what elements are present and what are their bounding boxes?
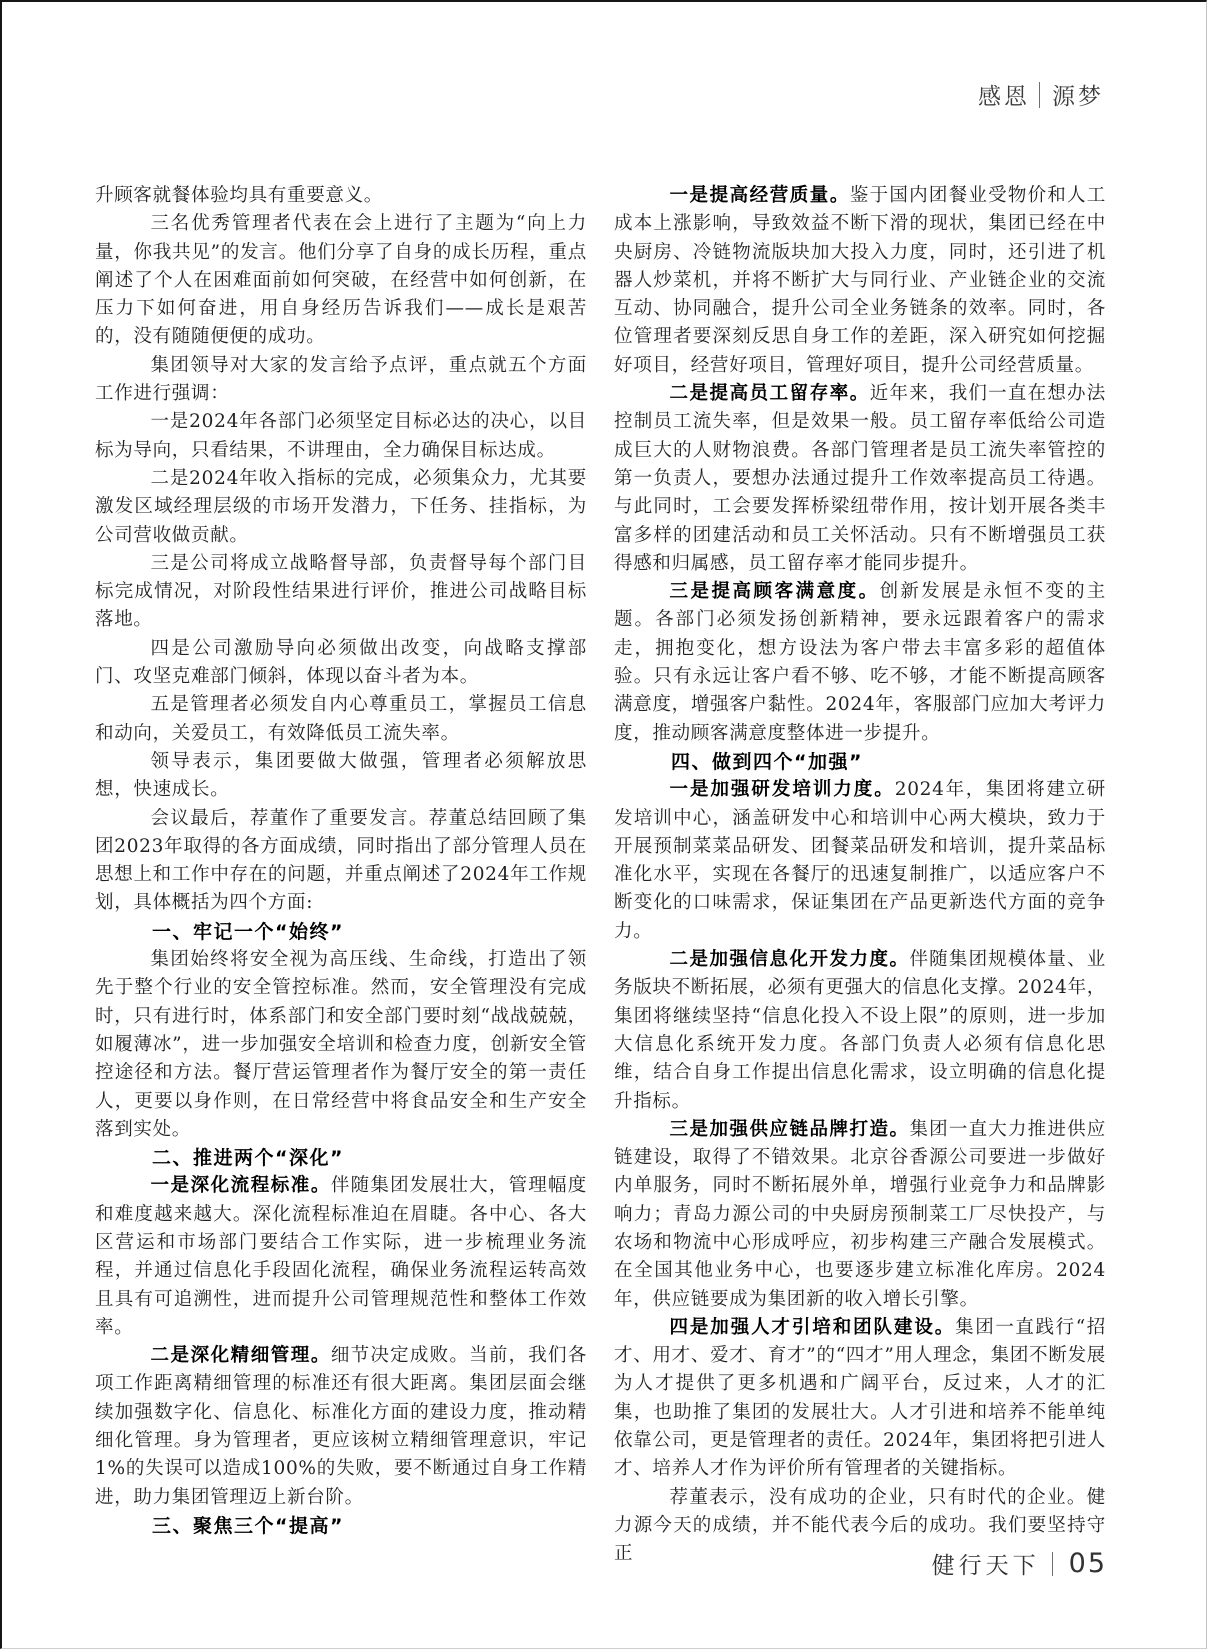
paragraph: 集团领导对大家的发言给予点评，重点就五个方面工作进行强调：: [95, 354, 587, 405]
paragraph-lead: 一是提高经营质量。: [669, 185, 850, 206]
paragraph: 集团始终将安全视为高压线、生命线，打造出了领先于整个行业的安全管控标准。然而，安全管理没有完成时，只有进行时，体系部门和安全部门要时刻“战战兢兢，如履薄冰”，进一步加强安全培训和检查力度，创新安全管控途径和方法。餐厅营运管理者作为餐厅安全的第一责任人，更要以身作则，在日常经营中将食品安全和生产安全落到实处。: [95, 949, 587, 1140]
paragraph: 一是加强研发培训力度。2024年，集团将建立研发培训中心，涵盖研发中心和培训中心两大模块，致力于开展预制菜菜品研发、团餐菜品研发和培训，提升菜品标准化水平，实现在各餐厅的迅速复制推广，以适应客户不断变化的口味需求，保证集团在产品更新迭代方面的竞争力。: [614, 779, 1106, 942]
paragraph: 三名优秀管理者代表在会上进行了主题为“向上力量，你我共见”的发言。他们分享了自身的成长历程，重点阐述了个人在困难面前如何突破，在经营中如何创新，在压力下如何奋进，用自身经历告诉我们——成长是艰苦的，没有随随便便的成功。: [95, 213, 587, 348]
paragraph: 二是加强信息化开发力度。伴随集团规模体量、业务版块不断拓展，必须有更强大的信息化支撑。2024年，集团将继续坚持“信息化投入不设上限”的原则，进一步加大信息化系统开发力度。各部门负责人必须有信息化思维，结合自身工作提出信息化需求，设立明确的信息化提升指标。: [614, 949, 1106, 1112]
left-column: [95, 182, 587, 1540]
section-heading: 一、牢记一个“始终”: [152, 920, 344, 943]
paragraph: 三是公司将成立战略督导部，负责督导每个部门目标完成情况，对阶段性结果进行评价，推进公司战略目标落地。: [95, 552, 587, 631]
paragraph: 二是深化精细管理。细节决定成败。当前，我们各项工作距离精细管理的标准还有很大距离。集团层面会继续加强数字化、信息化、标准化方面的建设力度，推动精细化管理。身为管理者，更应该树立精细管理意识，牢记1%的失误可以造成100%的失败，要不断通过自身工作精进，助力集团管理迈上新台阶。: [95, 1345, 587, 1508]
page-header: [978, 78, 1104, 111]
paragraph: 一是深化流程标准。伴随集团发展壮大，管理幅度和难度越来越大。深化流程标准迫在眉睫。各中心、各大区营运和市场部门要结合工作实际，进一步梳理业务流程，并通过信息化手段固化流程，确保业务流程运转高效且具有可追溯性，进而提升公司管理规范性和整体工作效率。: [95, 1175, 587, 1338]
footer-page-number: 05: [1068, 1548, 1107, 1579]
paragraph: 会议最后，荐董作了重要发言。荐董总结回顾了集团2023年取得的各方面成绩，同时指出了部分管理人员在思想上和工作中存在的问题，并重点阐述了2024年工作规划，具体概括为四个方面:: [95, 807, 587, 914]
paragraph: 五是管理者必须发自内心尊重员工，掌握员工信息和动向，关爱员工，有效降低员工流失率。: [95, 694, 587, 744]
page-footer: [932, 1547, 1107, 1580]
paragraph-lead: 四是加强人才引培和团队建设。: [669, 1316, 956, 1338]
section-heading: 四、做到四个“加强”: [671, 750, 863, 773]
paragraph: 二是2024年收入指标的完成，必须集众力，尤其要激发区域经理层级的市场开发潜力，下任务、挂指标，为公司营收做贡献。: [95, 467, 587, 546]
paragraph-lead: 一是加强研发培训力度。: [669, 779, 895, 801]
paragraph: 二是提高员工留存率。近年来，我们一直在想办法控制员工流失率，但是效果一般。员工留存率低给公司造成巨大的人财物浪费。各部门管理者是员工流失率管控的第一负责人，要想办法通过提升工作效率提高员工待遇。与此同时，工会要发挥桥梁纽带作用，按计划开展各类丰富多样的团建活动和员工关怀活动。只有不断增强员工获得感和归属感，员工留存率才能同步提升。: [614, 383, 1106, 574]
header-label-right: 源梦: [1052, 84, 1104, 110]
paragraph-lead: 二是加强信息化开发力度。: [669, 949, 910, 971]
paragraph: 升顾客就餐体验均具有重要意义。: [95, 185, 384, 206]
paragraph: 三是提高顾客满意度。创新发展是永恒不变的主题。各部门必须发扬创新精神，要永远跟着客户的需求走，拥抱变化，想方设法为客户带去丰富多彩的超值体验。只有永远让客户看不够、吃不够，才能不断提高顾客满意度，增强客户黏性。2024年，客服部门应加大考评力度，推动顾客满意度整体进一步提升。: [614, 581, 1106, 744]
header-label-left: 感恩: [978, 84, 1030, 110]
paragraph: 四是加强人才引培和团队建设。集团一直践行“招才、用才、爱才、育才”的“四才”用人理念，集团不断发展为人才提供了更多机遇和广阔平台，反过来，人才的汇集，也助推了集团的发展壮大。人才引进和培养不能单纯依靠公司，更是管理者的责任。2024年，集团将把引进人才、培养人才作为评价所有管理者的关键指标。: [614, 1316, 1106, 1480]
paragraph-lead: 三是提高顾客满意度。: [669, 581, 880, 603]
section-heading: 二、推进两个“深化”: [152, 1147, 344, 1170]
paragraph: 一是2024年各部门必须坚定目标必达的决心，以目标为导向，只看结果，不讲理由，全力确保目标达成。: [95, 411, 587, 461]
paragraph: 三是加强供应链品牌打造。集团一直大力推进供应链建设，取得了不错效果。北京谷香源公司要进一步做好内单服务，同时不断拓展外单，增强行业竞争力和品牌影响力；青岛力源公司的中央厨房预制菜工厂尽快投产，与农场和物流中心形成呼应，初步构建三产融合发展模式。在全国其他业务中心，也要逐步建立标准化库房。2024年，供应链要成为集团新的收入增长引擎。: [614, 1118, 1106, 1310]
header-divider: [1039, 82, 1040, 108]
footer-magazine-title: 健行天下: [931, 1553, 1040, 1579]
paragraph-lead: 一是深化流程标准。: [150, 1175, 331, 1197]
paragraph-lead: 三是加强供应链品牌打造。: [669, 1118, 910, 1140]
section-heading: 三、聚焦三个“提高”: [152, 1514, 344, 1537]
paragraph: 一是提高经营质量。鉴于国内团餐业受物价和人工成本上涨影响，导致效益不断下滑的现状，集团已经在中央厨房、冷链物流版块加大投入力度，同时，还引进了机器人炒菜机，并将不断扩大与同行业、产业链企业的交流互动、协同融合，提升公司全业务链条的效率。同时，各位管理者要深刻反思自身工作的差距，深入研究如何挖掘好项目，经营好项目，管理好项目，提升公司经营质量。: [614, 185, 1106, 376]
paragraph: 四是公司激励导向必须做出改变，向战略支撑部门、攻坚克难部门倾斜，体现以奋斗者为本。: [95, 637, 587, 688]
paragraph: 领导表示，集团要做大做强，管理者必须解放思想，快速成长。: [95, 750, 587, 801]
paragraph: 荐董表示，没有成功的企业，只有时代的企业。健力源今天的成绩，并不能代表今后的成功。我们要坚持守正: [614, 1486, 1106, 1565]
paragraph-lead: 二是提高员工留存率。: [669, 383, 870, 405]
right-column: [614, 182, 1106, 1569]
paragraph-lead: 二是深化精细管理。: [150, 1345, 331, 1367]
footer-divider: [1052, 1552, 1053, 1576]
